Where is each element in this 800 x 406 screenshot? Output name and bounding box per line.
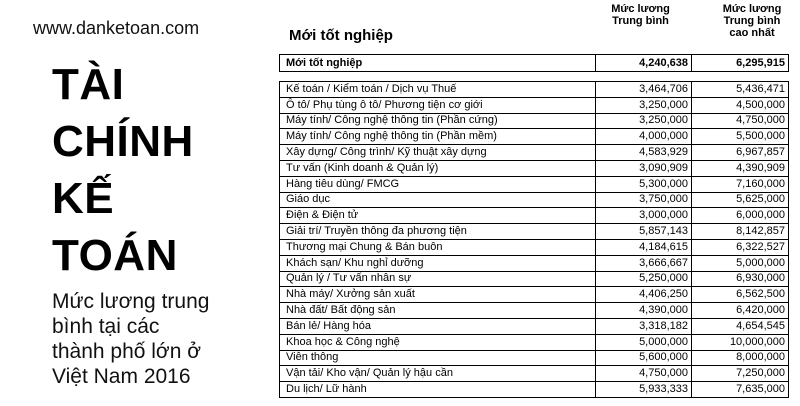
column-header-highest xyxy=(714,3,790,39)
subtitle-line: Mức lương trung xyxy=(52,290,210,313)
subtitle-line: bình tại các xyxy=(52,315,160,338)
industry-cell: Giải trí/ Truyền thông đa phương tiện xyxy=(280,224,596,240)
highest-salary-cell: 4,500,000 xyxy=(692,97,789,113)
summary-average: 4,240,638 xyxy=(596,55,692,72)
average-salary-cell: 5,600,000 xyxy=(596,350,692,366)
table-row xyxy=(280,334,789,350)
average-salary-cell: 3,250,000 xyxy=(596,113,692,129)
industry-cell: Nhà máy/ Xưởng sản xuất xyxy=(280,287,596,303)
summary-label: Mới tốt nghiệp xyxy=(280,55,596,72)
table-row xyxy=(280,113,789,129)
column-header-line: Mức lương xyxy=(611,3,670,15)
average-salary-cell: 4,000,000 xyxy=(596,129,692,145)
table-row xyxy=(280,350,789,366)
industry-cell: Giáo dục xyxy=(280,192,596,208)
table-row xyxy=(280,192,789,208)
table-row xyxy=(280,208,789,224)
summary-row xyxy=(280,55,789,72)
table-row xyxy=(280,255,789,271)
highest-salary-cell: 6,000,000 xyxy=(692,208,789,224)
table-row xyxy=(280,97,789,113)
column-header-line: Trung bình xyxy=(612,15,669,27)
industry-cell: Tư vấn (Kinh doanh & Quản lý) xyxy=(280,160,596,176)
highest-salary-cell: 5,000,000 xyxy=(692,255,789,271)
section-title: Mới tốt nghiệp xyxy=(289,27,393,44)
industry-cell: Nhà đất/ Bất động sản xyxy=(280,303,596,319)
highest-salary-cell: 4,390,909 xyxy=(692,160,789,176)
average-salary-cell: 3,750,000 xyxy=(596,192,692,208)
industry-cell: Điện & Điện tử xyxy=(280,208,596,224)
salary-table xyxy=(279,81,789,398)
table-row xyxy=(280,271,789,287)
average-salary-cell: 4,583,929 xyxy=(596,145,692,161)
industry-cell: Quản lý / Tư vấn nhân sự xyxy=(280,271,596,287)
highest-salary-cell: 6,930,000 xyxy=(692,271,789,287)
highest-salary-cell: 8,000,000 xyxy=(692,350,789,366)
table-row xyxy=(280,176,789,192)
industry-cell: Ô tô/ Phụ tùng ô tô/ Phương tiện cơ giới xyxy=(280,97,596,113)
title-line: TÀI xyxy=(52,60,125,109)
table-row xyxy=(280,82,789,98)
subtitle xyxy=(52,289,252,389)
highest-salary-cell: 7,250,000 xyxy=(692,366,789,382)
table-row xyxy=(280,287,789,303)
average-salary-cell: 5,300,000 xyxy=(596,176,692,192)
column-header-average xyxy=(598,3,683,27)
industry-cell: Thương mại Chung & Bán buôn xyxy=(280,239,596,255)
table-row xyxy=(280,382,789,398)
highest-salary-cell: 7,160,000 xyxy=(692,176,789,192)
highest-salary-cell: 5,625,000 xyxy=(692,192,789,208)
table-row xyxy=(280,160,789,176)
table-row xyxy=(280,303,789,319)
highest-salary-cell: 10,000,000 xyxy=(692,334,789,350)
industry-cell: Xây dựng/ Công trình/ Kỹ thuật xây dựng xyxy=(280,145,596,161)
highest-salary-cell: 4,654,545 xyxy=(692,318,789,334)
table-row xyxy=(280,239,789,255)
summary-highest: 6,295,915 xyxy=(692,55,789,72)
title-line: CHÍNH xyxy=(52,117,194,166)
industry-cell: Máy tính/ Công nghệ thông tin (Phần mềm) xyxy=(280,129,596,145)
table-row xyxy=(280,366,789,382)
average-salary-cell: 3,250,000 xyxy=(596,97,692,113)
industry-cell: Bán lẻ/ Hàng hóa xyxy=(280,318,596,334)
average-salary-cell: 5,000,000 xyxy=(596,334,692,350)
highest-salary-cell: 6,967,857 xyxy=(692,145,789,161)
summary-table xyxy=(279,54,789,72)
table-row xyxy=(280,318,789,334)
page-title xyxy=(52,56,194,284)
table-row xyxy=(280,224,789,240)
average-salary-cell: 4,750,000 xyxy=(596,366,692,382)
subtitle-line: thành phố lớn ở xyxy=(52,340,201,363)
average-salary-cell: 3,666,667 xyxy=(596,255,692,271)
industry-cell: Máy tính/ Công nghệ thông tin (Phần cứng) xyxy=(280,113,596,129)
average-salary-cell: 3,464,706 xyxy=(596,82,692,98)
title-line: KẾ xyxy=(52,174,115,223)
highest-salary-cell: 6,420,000 xyxy=(692,303,789,319)
site-url[interactable]: www.danketoan.com xyxy=(33,18,200,38)
highest-salary-cell: 4,750,000 xyxy=(692,113,789,129)
column-header-line: cao nhất xyxy=(729,27,775,39)
highest-salary-cell: 6,322,527 xyxy=(692,239,789,255)
average-salary-cell: 4,390,000 xyxy=(596,303,692,319)
highest-salary-cell: 5,436,471 xyxy=(692,82,789,98)
average-salary-cell: 4,184,615 xyxy=(596,239,692,255)
average-salary-cell: 3,318,182 xyxy=(596,318,692,334)
subtitle-line: Việt Nam 2016 xyxy=(52,365,191,388)
column-header-line: Trung bình xyxy=(723,15,781,27)
table-row xyxy=(280,129,789,145)
highest-salary-cell: 6,562,500 xyxy=(692,287,789,303)
industry-cell: Kế toán / Kiểm toán / Dịch vụ Thuế xyxy=(280,82,596,98)
average-salary-cell: 3,090,909 xyxy=(596,160,692,176)
salary-table-body xyxy=(280,82,789,398)
title-line: TOÁN xyxy=(52,231,178,280)
average-salary-cell: 5,933,333 xyxy=(596,382,692,398)
industry-cell: Vận tải/ Kho vận/ Quản lý hậu cần xyxy=(280,366,596,382)
industry-cell: Khách sạn/ Khu nghỉ dưỡng xyxy=(280,255,596,271)
industry-cell: Hàng tiêu dùng/ FMCG xyxy=(280,176,596,192)
highest-salary-cell: 7,635,000 xyxy=(692,382,789,398)
average-salary-cell: 5,250,000 xyxy=(596,271,692,287)
average-salary-cell: 5,857,143 xyxy=(596,224,692,240)
industry-cell: Viễn thông xyxy=(280,350,596,366)
average-salary-cell: 3,000,000 xyxy=(596,208,692,224)
average-salary-cell: 4,406,250 xyxy=(596,287,692,303)
industry-cell: Du lịch/ Lữ hành xyxy=(280,382,596,398)
industry-cell: Khoa học & Công nghệ xyxy=(280,334,596,350)
highest-salary-cell: 8,142,857 xyxy=(692,224,789,240)
column-header-line: Mức lương xyxy=(722,3,782,15)
highest-salary-cell: 5,500,000 xyxy=(692,129,789,145)
table-row xyxy=(280,145,789,161)
